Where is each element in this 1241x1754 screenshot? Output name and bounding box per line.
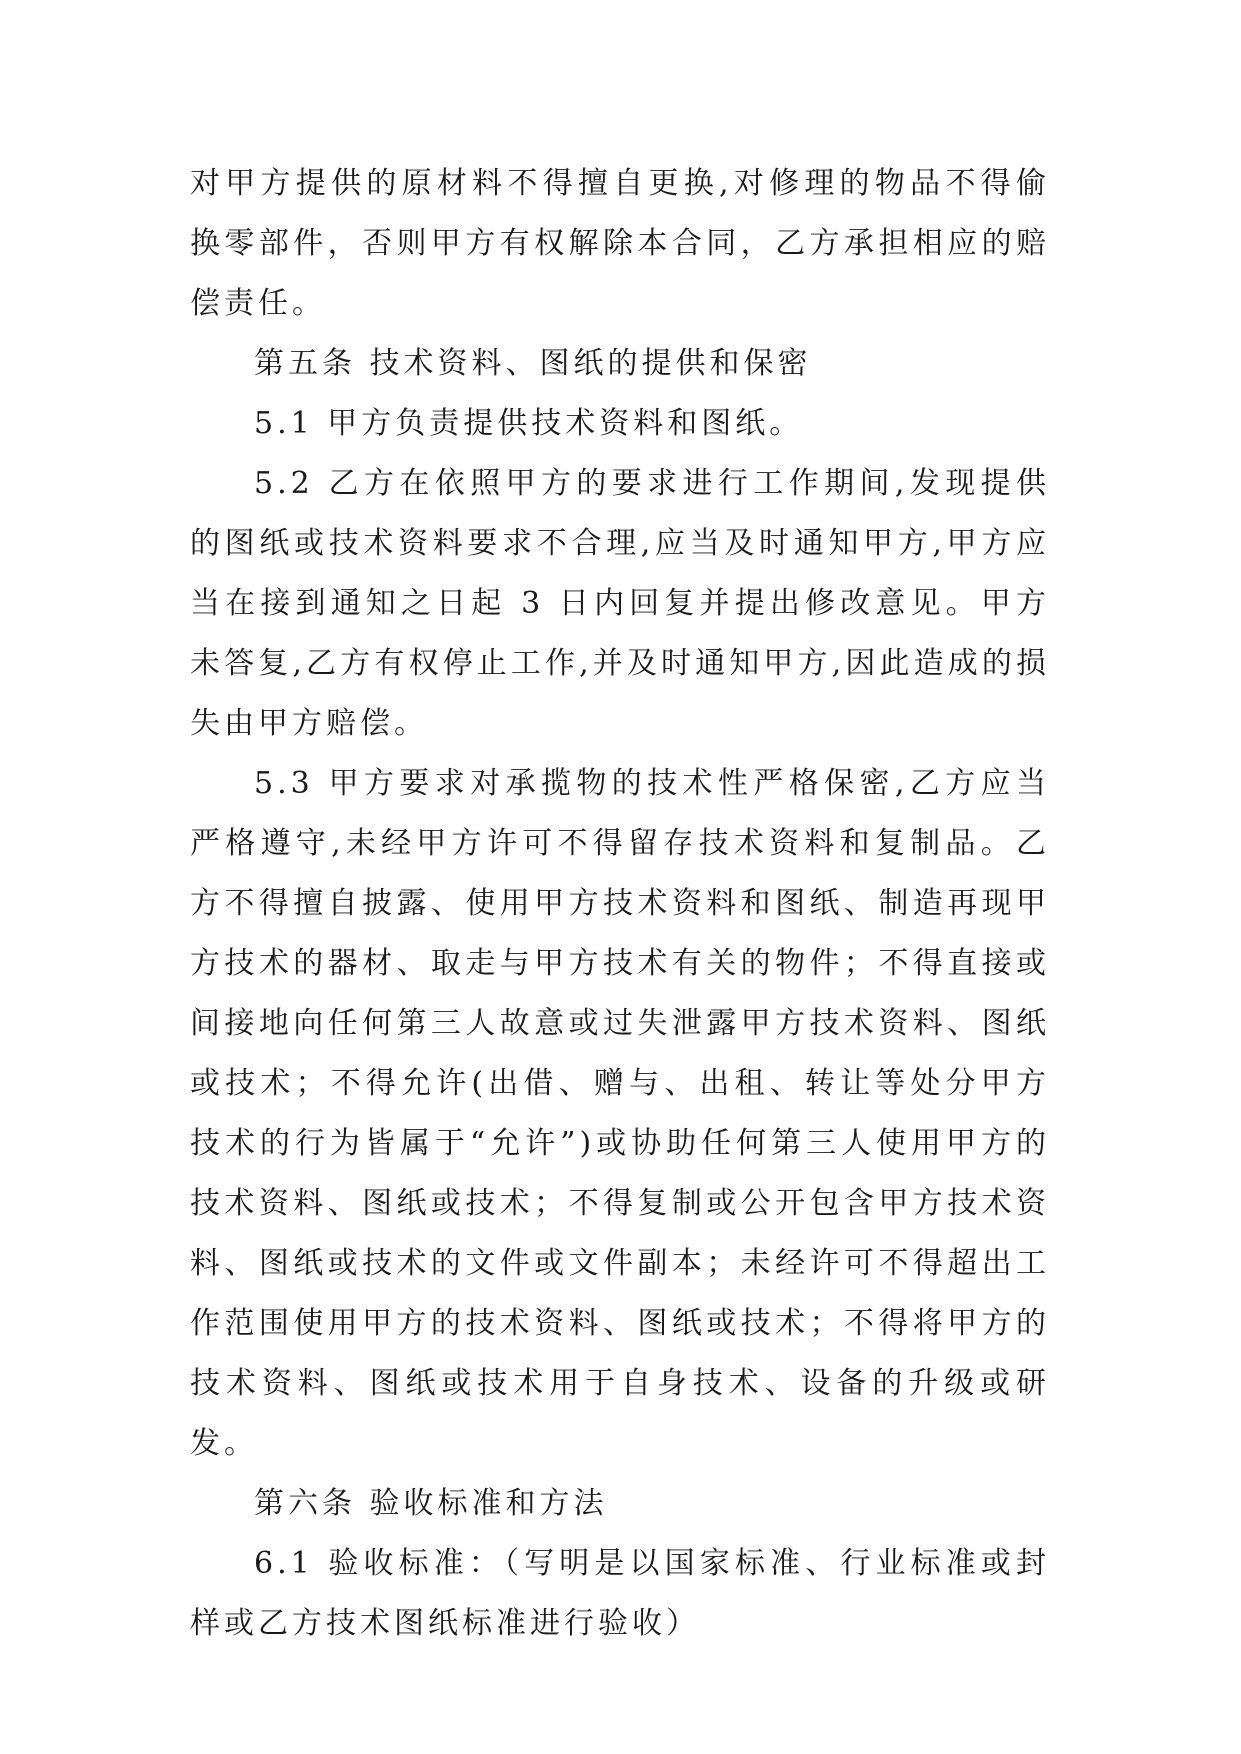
clause-6-1: 6.1 验收标准：（写明是以国家标准、行业标准或封样或乙方技术图纸标准进行验收） bbox=[190, 1546, 1050, 1641]
clause-5-1: 5.1 甲方负责提供技术资料和图纸。 bbox=[254, 406, 804, 441]
article-6-heading: 第六条 验收标准和方法 bbox=[254, 1486, 608, 1521]
clause-5-3: 5.3 甲方要求对承揽物的技术性严格保密,乙方应当严格遵守,未经甲方许可不得留存技术资料和复制品。乙方不得擅自披露、使用甲方技术资料和图纸、制造再现甲方技术的器材、取走与甲方技术有关的物件；不得直接或间接地向任何第三人故意或过失泄露甲方技术资料、图纸或技术；不得允许(出借、赠与、出租、转让等处分甲方技术的行为皆属于“允许”)或协助任何第三人使用甲方的技术资料、图纸或技术；不得复制或公开包含甲方技术资料、图纸或技术的文件或文件副本；未经许可不得超出工作范围使用甲方的技术资料、图纸或技术；不得将甲方的技术资料、图纸或技术用于自身技术、设备的升级或研发。 bbox=[190, 766, 1050, 1461]
article-5-heading: 第五条 技术资料、图纸的提供和保密 bbox=[254, 346, 812, 381]
clause-5-2: 5.2 乙方在依照甲方的要求进行工作期间,发现提供的图纸或技术资料要求不合理,应当及时通知甲方,甲方应当在接到通知之日起 3 日内回复并提出修改意见。甲方未答复,乙方有权停止工作,并及时通知甲方,因此造成的损失由甲方赔偿。 bbox=[190, 466, 1050, 741]
document-body bbox=[190, 154, 1050, 1654]
paragraph-continuation: 对甲方提供的原材料不得擅自更换,对修理的物品不得偷换零部件，否则甲方有权解除本合同，乙方承担相应的赔偿责任。 bbox=[190, 166, 1050, 321]
